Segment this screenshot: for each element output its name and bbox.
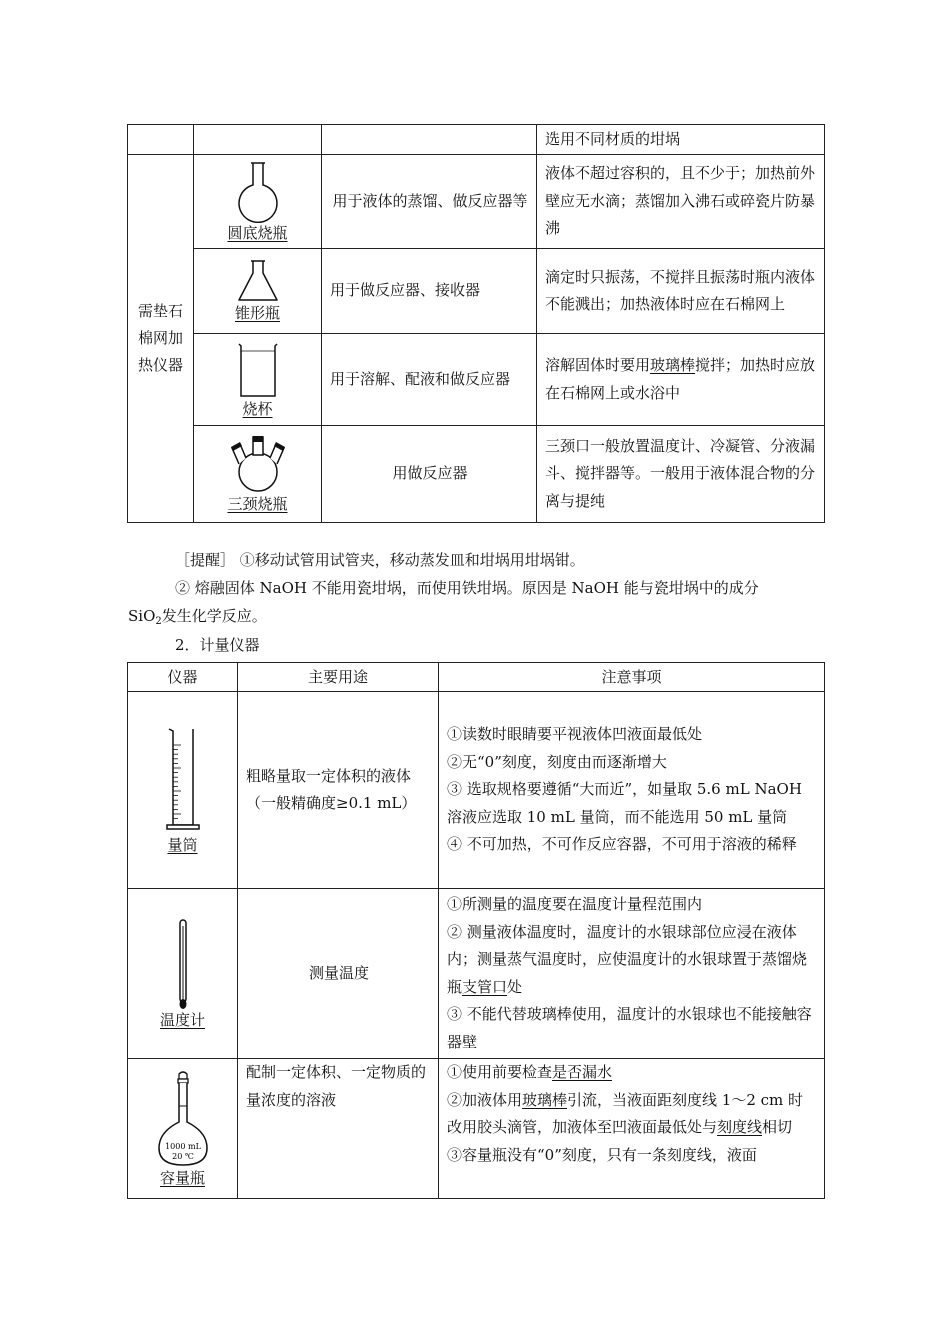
note-cell: 溶解固体时要用玻璃棒搅拌；加热时应放在石棉网上或水浴中 <box>537 334 825 426</box>
table-row <box>128 889 825 1059</box>
note-line: ①所测量的温度要在温度计量程范围内 <box>447 895 703 913</box>
table-row <box>128 1059 825 1199</box>
graduated-cylinder-icon <box>163 725 203 835</box>
note-cell <box>439 692 825 889</box>
flask-temperature-label: 20 ℃ <box>171 1151 194 1161</box>
table-row <box>128 155 825 249</box>
note-line: ②加液体用玻璃棒引流，当液面距刻度线 1～2 cm 时改用胶头滴管，加液体至凹液面最低处与刻度线相切 <box>447 1090 804 1136</box>
apparatus-name: 容量瓶 <box>159 1168 205 1187</box>
tip-line-1: ［提醒］ ①移动试管用试管夹，移动蒸发皿和坩埚用坩埚钳。 <box>175 551 585 569</box>
note-line: ③容量瓶没有“0”刻度，只有一条刻度线，液面 <box>447 1145 757 1164</box>
use-cell: 测量温度 <box>238 889 439 1059</box>
note-cell: 液体不超过容积的，且不少于；加热前外壁应无水滴；蒸馏加入沸石或碎瓷片防暴沸 <box>537 155 825 249</box>
table-row <box>128 426 825 523</box>
heating-apparatus-table <box>127 124 825 523</box>
apparatus-cell <box>128 1059 238 1199</box>
apparatus-name: 烧杯 <box>242 399 273 418</box>
apparatus-cell <box>128 692 238 889</box>
category-cell: 需垫石棉网加热仪器 <box>128 155 194 523</box>
note-cell <box>439 1059 825 1199</box>
use-cell: 配制一定体积、一定物质的量浓度的溶液 <box>238 1059 439 1199</box>
table-row <box>128 692 825 889</box>
note-cell <box>439 889 825 1059</box>
use-cell: 用做反应器 <box>322 426 537 523</box>
thermometer-icon <box>173 918 193 1010</box>
note-line: ③ 选取规格要遵循“大而近”，如量取 5.6 mL NaOH 溶液应选取 10 mL 量筒，而不能选用 50 mL 量筒 <box>447 780 802 826</box>
apparatus-name: 温度计 <box>159 1010 205 1029</box>
note-line: ①读数时眼睛要平视液体凹液面最低处 <box>447 725 703 744</box>
apparatus-name: 量筒 <box>167 836 198 854</box>
note-line: ③ 不能代替玻璃棒使用，温度计的水银球也不能接触容器壁 <box>447 1005 812 1051</box>
header-cell: 注意事项 <box>439 663 825 692</box>
use-cell: 粗略量取一定体积的液体（一般精确度≥0.1 mL） <box>238 692 439 889</box>
beaker-icon <box>233 341 283 399</box>
header-cell: 主要用途 <box>238 663 439 692</box>
note-line: ①使用前要检查是否漏水 <box>447 1063 613 1081</box>
apparatus-cell <box>194 249 322 334</box>
table-row <box>128 249 825 334</box>
table-row <box>128 125 825 155</box>
apparatus-cell <box>128 889 238 1059</box>
use-cell: 用于溶解、配液和做反应器 <box>322 334 537 426</box>
three-neck-flask-icon <box>226 434 290 494</box>
note-line: ② 测量液体温度时，温度计的水银球部位应浸在液体内；测量蒸气温度时，应使温度计的水银球置于蒸馏烧瓶支管口处 <box>447 922 808 996</box>
apparatus-name: 锥形瓶 <box>234 304 280 322</box>
use-cell: 用于液体的蒸馏、做反应器等 <box>322 155 537 249</box>
flask-volume-label: 1000 mL <box>164 1141 201 1151</box>
header-cell: 仪器 <box>128 663 238 692</box>
apparatus-cell <box>194 334 322 426</box>
conical-flask-icon <box>233 259 283 303</box>
note-cell: 滴定时只振荡，不搅拌且振荡时瓶内液体不能溅出；加热液体时应在石棉网上 <box>537 249 825 334</box>
use-cell: 用于做反应器、接收器 <box>322 249 537 334</box>
round-bottom-flask-icon <box>233 161 283 223</box>
apparatus-name: 三颈烧瓶 <box>227 495 288 513</box>
apparatus-cell <box>194 155 322 249</box>
apparatus-cell <box>194 426 322 523</box>
volumetric-flask-icon <box>155 1070 211 1168</box>
note-line: ④ 不可加热，不可作反应容器，不可用于溶液的稀释 <box>447 835 797 854</box>
note-line: ②无“0”刻度，刻度由而逐渐增大 <box>447 752 667 771</box>
section-title: 2．计量仪器 <box>175 636 260 654</box>
apparatus-name: 圆底烧瓶 <box>227 223 288 242</box>
note-cell: 选用不同材质的坩埚 <box>537 125 825 155</box>
tip-line-2: ② 熔融固体 NaOH 不能用瓷坩埚，而使用铁坩埚。原因是 NaOH 能与瓷坩埚中的成分 <box>175 579 759 597</box>
tip-line-3: SiO$_2$发生化学反应。 <box>128 607 267 627</box>
measuring-instruments-table <box>127 662 825 1199</box>
table-row <box>128 334 825 426</box>
table-header-row <box>128 663 825 692</box>
note-cell: 三颈口一般放置温度计、冷凝管、分液漏斗、搅拌器等。一般用于液体混合物的分离与提纯 <box>537 426 825 523</box>
